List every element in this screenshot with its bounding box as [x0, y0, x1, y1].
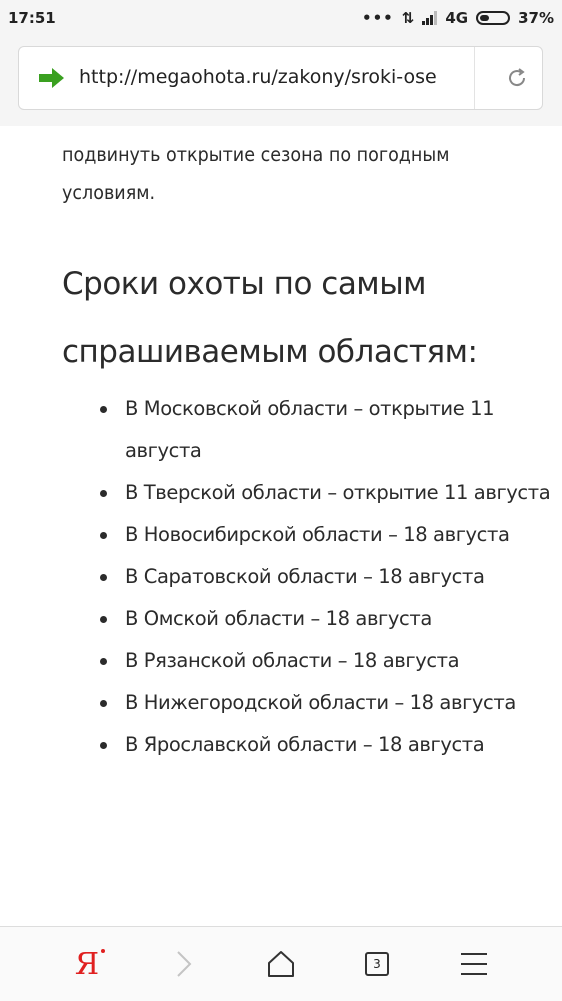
network-type: 4G	[445, 9, 469, 27]
status-bar	[0, 0, 562, 40]
list-item-text: В Омской области – 18 августа	[125, 607, 432, 630]
bullet-icon	[100, 700, 107, 707]
article-content	[0, 126, 562, 926]
notification-dot-icon	[101, 949, 105, 953]
list-item	[125, 724, 555, 766]
section-heading: Сроки охоты по самым спрашиваемым областям:	[62, 266, 478, 370]
home-button[interactable]	[251, 937, 311, 991]
article-paragraph: подвинуть открытие сезона по погодным условиям.	[62, 143, 450, 204]
list-item	[125, 640, 555, 682]
bullet-icon	[100, 406, 107, 413]
list-item-text: В Московской области – открытие 11 августа	[125, 397, 495, 462]
yandex-button[interactable]	[57, 937, 117, 991]
battery-percent: 37%	[518, 9, 554, 27]
list-item-text: В Тверской области – открытие 11 августа	[125, 481, 551, 504]
battery-icon	[476, 11, 510, 25]
bottom-navigation	[0, 926, 562, 1001]
list-item-text: В Нижегородской области – 18 августа	[125, 691, 516, 714]
list-item	[125, 472, 555, 514]
reload-icon[interactable]	[505, 66, 529, 90]
chevron-right-icon	[173, 949, 195, 979]
go-arrow-icon[interactable]	[37, 67, 65, 89]
forward-button[interactable]	[154, 937, 214, 991]
bullet-icon	[100, 658, 107, 665]
yandex-logo-text: Я	[74, 946, 100, 982]
home-icon	[266, 949, 296, 979]
bullet-icon	[100, 742, 107, 749]
url-text[interactable]: http://megaohota.ru/zakony/sroki-ose	[79, 66, 437, 88]
address-divider	[474, 47, 475, 109]
list-item	[125, 556, 555, 598]
list-item	[125, 388, 555, 472]
menu-button[interactable]	[444, 937, 504, 991]
list-item	[125, 514, 555, 556]
signal-strength-icon	[422, 11, 437, 25]
bullet-icon	[100, 616, 107, 623]
list-item-text: В Рязанской области – 18 августа	[125, 649, 460, 672]
hamburger-menu-icon	[459, 951, 489, 977]
data-transfer-icon: ⇅	[401, 9, 415, 27]
address-bar[interactable]	[18, 46, 543, 110]
notification-dots-icon: •••	[362, 9, 394, 27]
status-icons	[362, 9, 554, 27]
bullet-icon	[100, 574, 107, 581]
list-item	[125, 682, 555, 724]
bullet-icon	[100, 532, 107, 539]
region-dates-list	[125, 388, 555, 766]
list-item-text: В Новосибирской области – 18 августа	[125, 523, 510, 546]
tab-count: 3	[365, 952, 389, 976]
yandex-logo-icon	[75, 947, 99, 982]
list-item-text: В Саратовской области – 18 августа	[125, 565, 485, 588]
status-time: 17:51	[8, 9, 56, 27]
list-item-text: В Ярославской области – 18 августа	[125, 733, 485, 756]
bullet-icon	[100, 490, 107, 497]
browser-toolbar	[0, 40, 562, 126]
list-item	[125, 598, 555, 640]
tabs-button[interactable]	[347, 937, 407, 991]
